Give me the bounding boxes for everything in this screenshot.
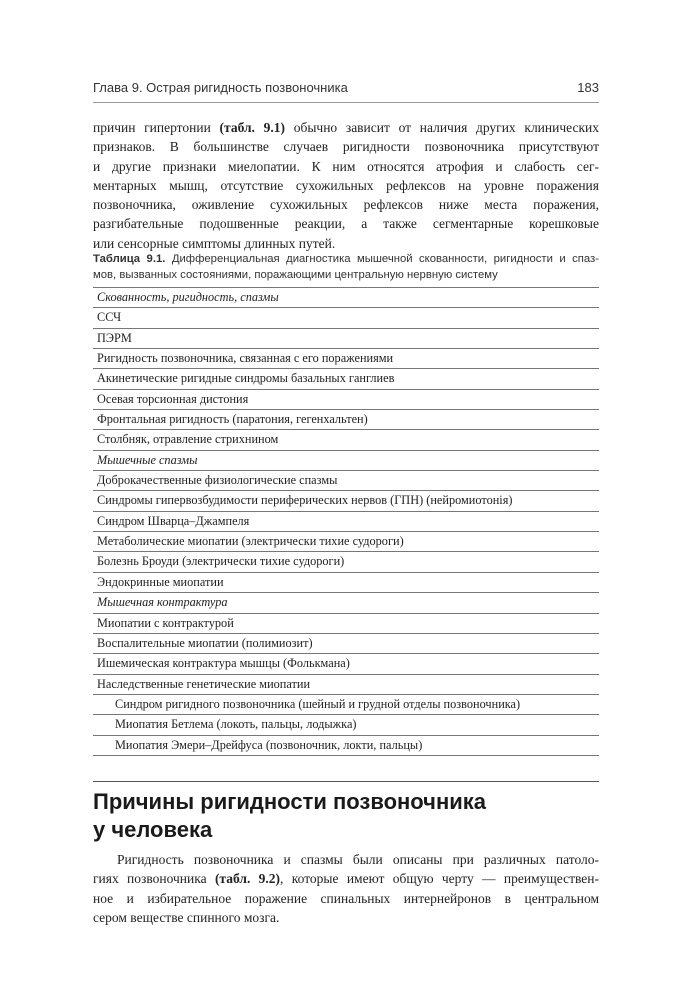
table-row: Воспалительные миопатии (полимиозит) xyxy=(93,633,599,653)
intro-paragraph xyxy=(93,118,599,253)
paragraph-line: причин гипертонии (табл. 9.1) обычно зависит от наличия других клинических xyxy=(93,120,599,135)
table-reference: (табл. 9.2) xyxy=(214,871,281,887)
paragraph-line: признаков. В большинстве случаев ригидности позвоночника присутствуют xyxy=(93,139,599,155)
table-bottom-rule xyxy=(93,755,599,756)
paragraph-line: сером веществе спинного мозга. xyxy=(93,909,280,925)
section-rule xyxy=(93,781,599,782)
paragraph-line: или сенсорные симптомы длинных путей. xyxy=(93,235,336,251)
running-header xyxy=(93,80,599,95)
table-row: Наследственные генетические миопатии xyxy=(93,674,599,694)
paragraph-line: ное и избирательное поражение спинальных интернейронов в центральном xyxy=(93,890,599,906)
paragraph-line: позвоночника, оживление сухожильных рефлексов ниже места поражения, xyxy=(93,197,599,213)
table-row: Столбняк, отравление стрихнином xyxy=(93,429,599,449)
table-row: Миопатия Бетлема (локоть, пальцы, лодыжка) xyxy=(93,714,599,734)
chapter-title: Глава 9. Острая ригидность позвоночника xyxy=(93,80,348,95)
table-row: Фронтальная ригидность (паратония, гегенхальтен) xyxy=(93,409,599,429)
table-row: Синдром Шварца–Джампеля xyxy=(93,511,599,531)
paragraph-line: ментарных мышц, отсутствие сухожильных рефлексов на уровне поражения xyxy=(93,177,599,193)
table-row: Осевая торсионная дистония xyxy=(93,389,599,409)
table-caption: Таблица 9.1. Дифференциальная диагностика мышечной скованности, ригидности и спаз- мов, вызванных состояниями, поражающими центральную нервную систему xyxy=(93,253,599,281)
table-reference: (табл. 9.1) xyxy=(219,120,286,135)
paragraph-line: разгибательные подошвенные реакции, а также сегментарные корешковые xyxy=(93,216,599,232)
page-number: 183 xyxy=(577,80,599,95)
table-row: Эндокринные миопатии xyxy=(93,572,599,592)
table-row: Синдром ригидного позвоночника (шейный и грудной отделы позвоночника) xyxy=(93,694,599,714)
table-row: Болезнь Броуди (электрически тихие судороги) xyxy=(93,551,599,571)
table-row: ПЭРМ xyxy=(93,328,599,348)
section-heading: Причины ригидности позвоночника у человека xyxy=(93,789,487,842)
paragraph-line: и другие признаки миелопатии. К ним относятся атрофия и слабость сег- xyxy=(93,158,599,174)
table-label: Таблица 9.1. xyxy=(93,253,166,265)
table-row: Акинетические ригидные синдромы базальных ганглиев xyxy=(93,368,599,388)
table-row: Синдромы гипервозбудимости периферических нервов (ГПН) (нейромиотонія) xyxy=(93,490,599,510)
table-group-heading: Скованность, ригидность, спазмы xyxy=(93,287,599,307)
diagnosis-table xyxy=(93,287,599,756)
header-rule xyxy=(93,102,599,103)
table-row: Миопатии с контрактурой xyxy=(93,613,599,633)
table-group-heading: Мышечные спазмы xyxy=(93,450,599,470)
section-paragraph xyxy=(93,850,599,927)
table-row: Ригидность позвоночника, связанная с его поражениями xyxy=(93,348,599,368)
paragraph-line: гиях позвоночника (табл. 9.2), которые имеют общую черту — преимуществен- xyxy=(93,871,599,887)
table-row: Доброкачественные физиологические спазмы xyxy=(93,470,599,490)
table-row: Метаболические миопатии (электрически тихие судороги) xyxy=(93,531,599,551)
table-group-heading: Мышечная контрактура xyxy=(93,592,599,612)
paragraph-line: Ригидность позвоночника и спазмы были описаны при различных патоло- xyxy=(117,852,599,867)
table-row: Миопатия Эмери–Дрейфуса (позвоночник, локти, пальцы) xyxy=(93,735,599,755)
table-row: Ишемическая контрактура мышцы (Фолькмана) xyxy=(93,653,599,673)
table-row: ССЧ xyxy=(93,307,599,327)
